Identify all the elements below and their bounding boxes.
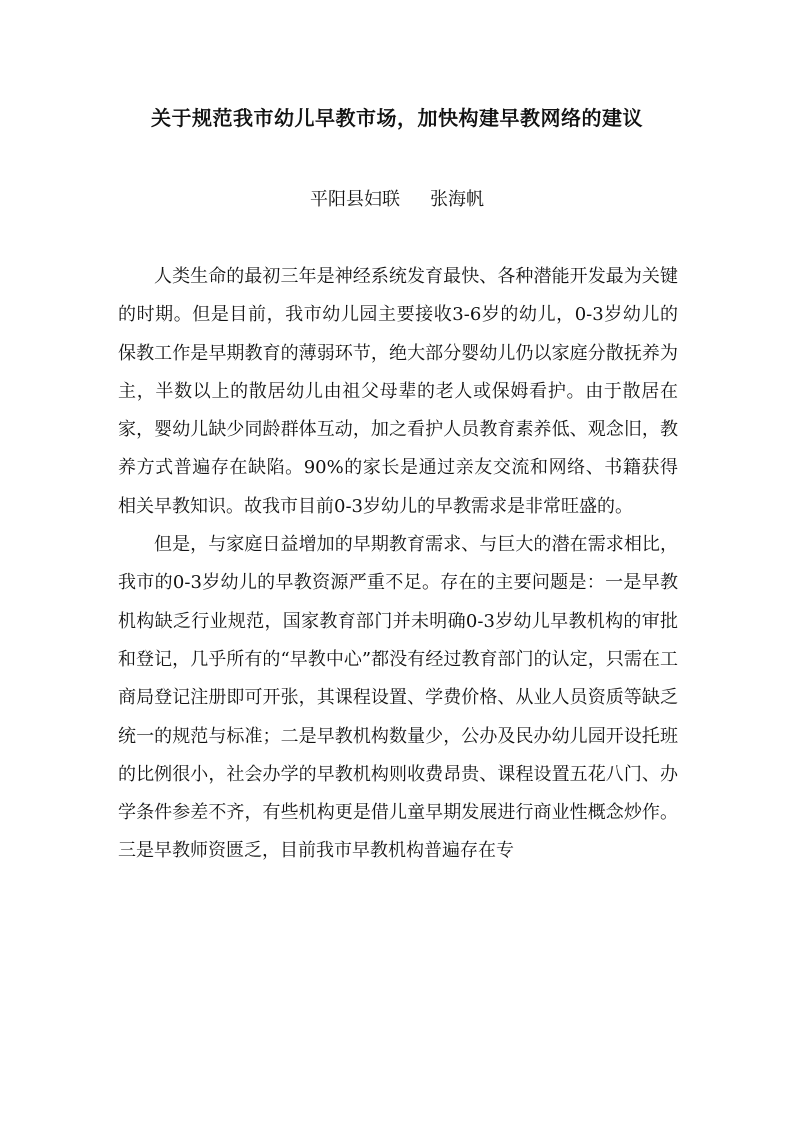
author-line bbox=[0, 186, 794, 214]
author-name: 张海帆 bbox=[430, 189, 484, 210]
author-organization: 平阳县妇联 bbox=[310, 189, 400, 210]
paragraph-2: 但是，与家庭日益增加的早期教育需求、与巨大的潜在需求相比，我市的0-3岁幼儿的早教资源严重不足。存在的主要问题是：一是早教机构缺乏行业规范，国家教育部门并未明确0-3岁幼儿早教机构的审批和登记，几乎所有的“早教中心”都没有经过教育部门的认定，只需在工商局登记注册即可开张，其课程设置、学费价格、从业人员资质等缺乏统一的规范与标准；二是早教机构数量少，公办及民办幼儿园开设托班的比例很小，社会办学的早教机构则收费昂贵、课程设置五花八门、办学条件参差不齐，有些机构更是借儿童早期发展进行商业性概念炒作。三是早教师资匮乏，目前我市早教机构普遍存在专 bbox=[118, 534, 678, 862]
document-title: 关于规范我市幼儿早教市场，加快构建早教网络的建议 bbox=[151, 106, 643, 130]
paragraph-1: 人类生命的最初三年是神经系统发育最快、各种潜能开发最为关键的时期。但是目前，我市幼儿园主要接收3-6岁的幼儿，0-3岁幼儿的保教工作是早期教育的薄弱环节，绝大部分婴幼儿仍以家庭分散抚养为主，半数以上的散居幼儿由祖父母辈的老人或保姆看护。由于散居在家，婴幼儿缺少同龄群体互动，加之看护人员教育素养低、观念旧，教养方式普遍存在缺陷。90%的家长是通过亲友交流和网络、书籍获得相关早教知识。故我市目前0-3岁幼儿的早教需求是非常旺盛的。 bbox=[118, 266, 678, 517]
document-body bbox=[118, 258, 678, 871]
